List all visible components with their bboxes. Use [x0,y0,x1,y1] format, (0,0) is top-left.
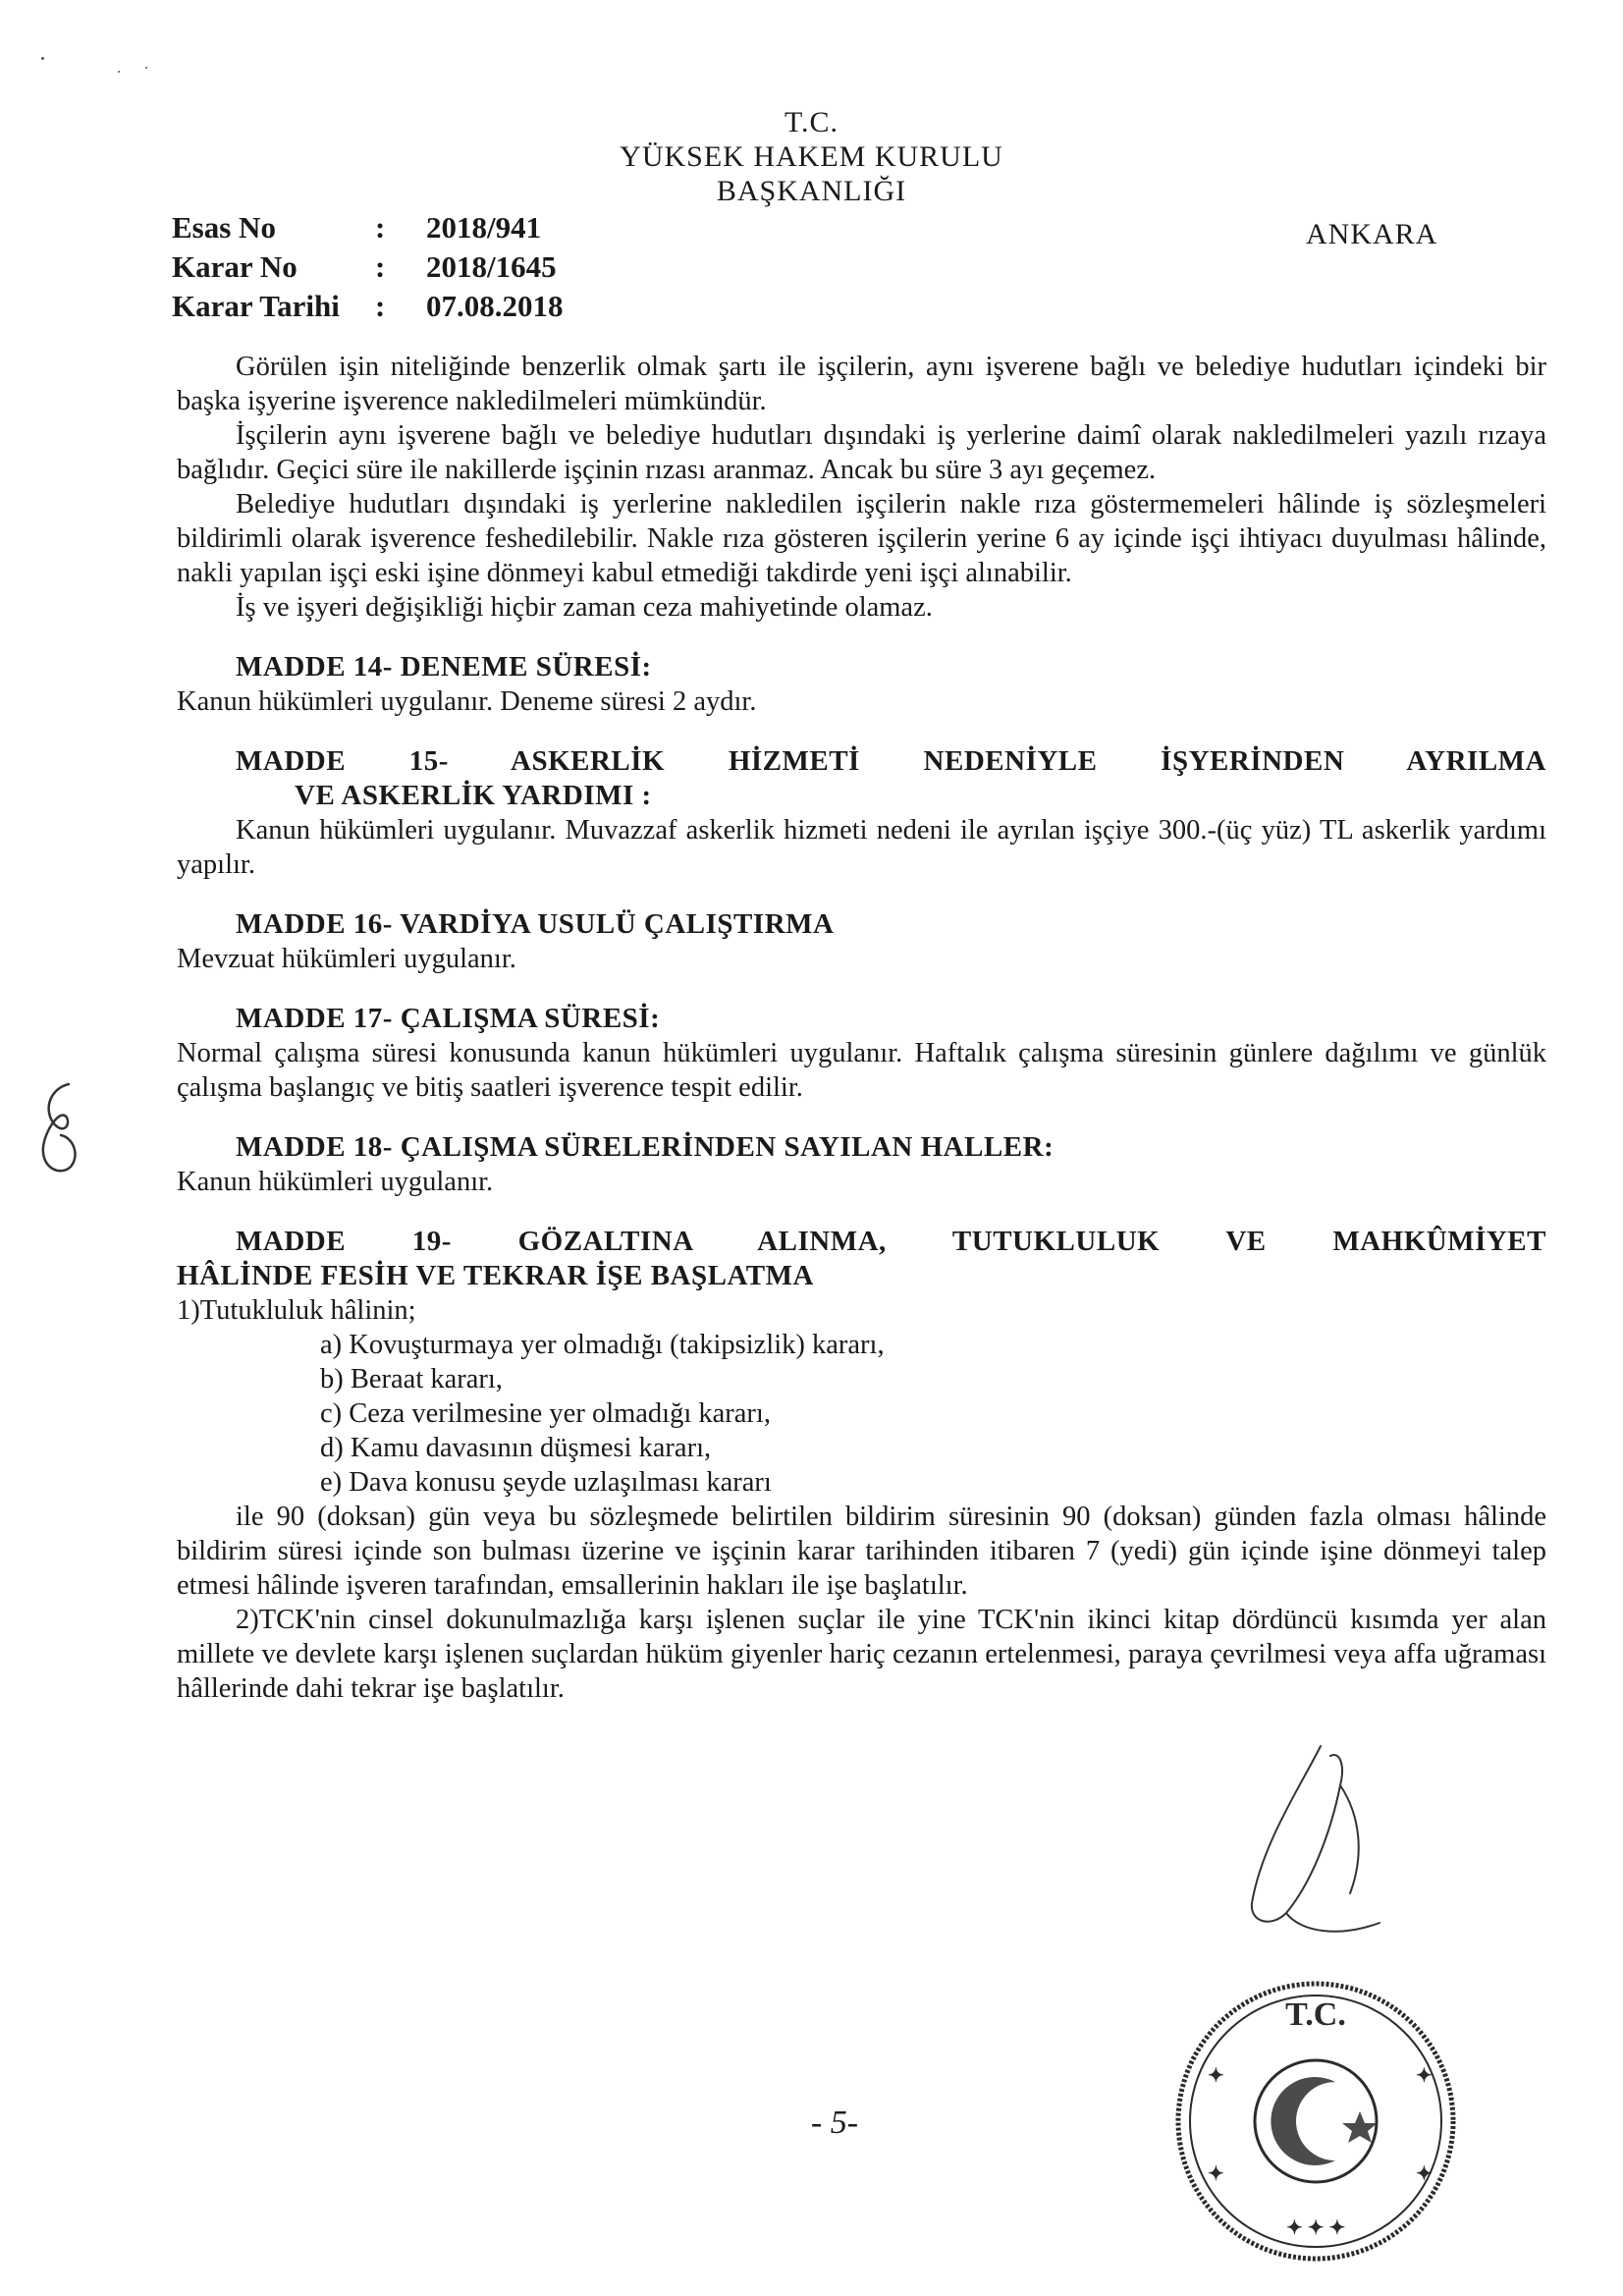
article-18-heading: MADDE 18- ÇALIŞMA SÜRELERİNDEN SAYILAN HALLER: [236,1131,1055,1163]
article-15-heading-cont: VE ASKERLİK YARDIMI : [295,780,652,811]
article-19-heading-cont: HÂLİNDE FESİH VE TEKRAR İŞE BAŞLATMA [177,1260,814,1291]
meta-sep: : [375,289,386,323]
list-item: a) Kovuşturmaya yer olmadığı (takipsizlik) kararı, [320,1330,885,1360]
meta-row-esas [172,208,564,247]
meta-key: Esas No [172,210,276,245]
city-label: ANKARA [1306,218,1438,250]
paragraph: İş ve işyeri değişikliği hiçbir zaman ceza mahiyetinde olamaz. [236,592,933,623]
header-presidency: BAŞKANLIĞI [716,175,907,207]
article-15-text: Kanun hükümleri uygulanır. Muvazzaf askerlik hizmeti nedeni ile ayrılan işçiye 300.-(üç yüz) TL askerlik yardımı yapılır. [177,815,1546,880]
meta-value: 07.08.2018 [426,289,564,323]
article-15-heading: MADDE 15- ASKERLİK HİZMETİ NEDENİYLE İŞYERİNDEN AYRILMA [236,745,1546,777]
paragraph: Görülen işin niteliğinde benzerlik olmak şartı ile işçilerin, aynı işverene bağlı ve belediye hudutları içindeki bir başka işyerine işverence nakledilmeleri mümkündür. [177,352,1546,416]
article-14-text: Kanun hükümleri uygulanır. Deneme süresi 2 aydır. [177,686,757,717]
stamp-text: T.C. [1285,1996,1346,2033]
scan-speck [41,57,44,60]
handwritten-signature [1193,1726,1399,1952]
case-meta [172,208,564,326]
svg-text:✦: ✦ [1208,2163,1224,2185]
meta-value: 2018/941 [426,210,542,245]
article-17-text: Normal çalışma süresi konusunda kanun hükümleri uygulanır. Haftalık çalışma süresinin günlere dağılımı ve günlük çalışma başlangıç ve bitiş saatleri işverence tespit edilir. [177,1038,1546,1103]
meta-row-karar [172,247,564,287]
article-18-text: Kanun hükümleri uygulanır. [177,1167,494,1197]
scan-speck [145,67,147,69]
article-16-heading: MADDE 16- VARDİYA USULÜ ÇALIŞTIRMA [236,908,835,940]
article-19-heading: MADDE 19- GÖZALTINA ALINMA, TUTUKLULUK VE MAHKÛMİYET [236,1226,1546,1257]
article-19-item1-text: ile 90 (doksan) gün veya bu sözleşmede belirtilen bildirim süresinin 90 (doksan) günden fazla olması hâlinde bildirim süresi içinde son bulması üzerine ve işçinin karar tarihinden itibaren 7 (yedi) gün içinde işine dönmeyi talep etmesi hâlinde işveren tarafından, emsallerinin hakları ile işe başlatılır. [177,1502,1546,1601]
article-14-heading: MADDE 14- DENEME SÜRESİ: [236,651,652,683]
header-tc: T.C. [784,106,839,138]
article-19-item2-text: 2)TCK'nin cinsel dokunulmazlığa karşı işlenen suçlar ile yine TCK'nin ikinci kitap dördüncü kısımda yer alan millete ve devlete karşı işlenen suçlardan hüküm giyenler hariç cezanın ertelenmesi, paraya çevrilmesi veya affa uğraması hâllerinde dahi tekrar işe başlatılır. [177,1605,1546,1704]
document-body [177,350,1546,1706]
handwritten-margin-mark [31,1078,90,1186]
svg-text:✦: ✦ [1208,2065,1224,2087]
article-16-text: Mevzuat hükümleri uygulanır. [177,944,516,974]
list-item: c) Ceza verilmesine yer olmadığı kararı, [320,1398,771,1429]
meta-row-tarih [172,287,564,326]
list-item: e) Dava konusu şeyde uzlaşılması kararı [320,1467,772,1498]
scan-speck [118,71,120,73]
svg-text:✦: ✦ [1416,2065,1433,2087]
meta-sep: : [375,249,386,284]
page-number: - 5- [810,2105,859,2141]
article-17-heading: MADDE 17- ÇALIŞMA SÜRESİ: [236,1003,661,1034]
paragraph: İşçilerin aynı işverene bağlı ve belediye hudutları dışındaki iş yerlerine daimî olarak nakledilmeleri yazılı rızaya bağlıdır. Geçici süre ile nakillerde işçinin rızası aranmaz. Ancak bu süre 3 ayı geçemez. [177,420,1546,485]
meta-key: Karar No [172,249,298,284]
meta-value: 2018/1645 [426,249,557,284]
paragraph: Belediye hudutları dışındaki iş yerlerine nakledilen işçilerin nakle rıza göstermemeleri hâlinde iş sözleşmeleri bildirimli olarak işverence feshedilebilir. Nakle rıza gösteren işçilerin yerine 6 ay içinde işçi ihtiyacı duyulması hâlinde, nakli yapılan işçi eski işine dönmeyi kabul etmediği takdirde yeni işçi alınabilir. [177,489,1546,588]
svg-text:✦ ✦ ✦: ✦ ✦ ✦ [1286,2217,1346,2239]
list-item: b) Beraat kararı, [320,1364,503,1394]
meta-sep: : [375,210,386,245]
svg-text:✦: ✦ [1416,2163,1433,2185]
official-seal-stamp [1168,1974,1463,2269]
header-institution: YÜKSEK HAKEM KURULU [620,140,1003,173]
article-19-item1-lead: 1)Tutukluluk hâlinin; [177,1295,416,1326]
list-item: d) Kamu davasının düşmesi kararı, [320,1433,712,1463]
meta-key: Karar Tarihi [172,289,340,323]
